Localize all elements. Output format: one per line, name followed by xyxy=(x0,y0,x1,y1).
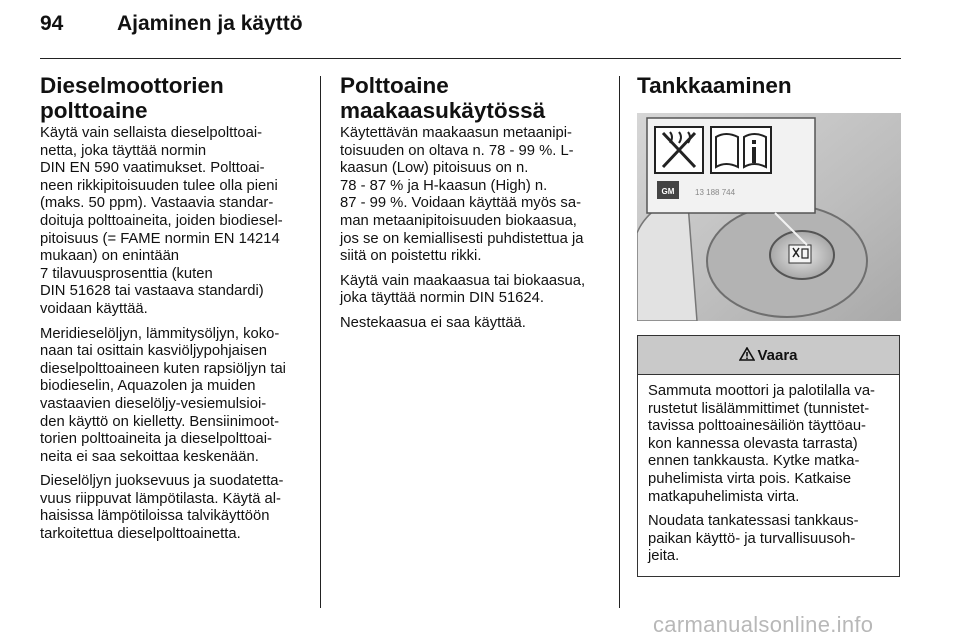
text-line: Käytä vain sellaista dieselpolttoai- xyxy=(40,125,263,141)
text-line: kaasun (Low) pitoisuus on n. xyxy=(340,160,529,177)
label-brand: GM xyxy=(661,187,675,196)
watermark: carmanualsonline.info xyxy=(653,612,874,637)
text-line: tarkoitettua dieselpolttoainetta. xyxy=(40,526,241,543)
gas-section xyxy=(340,73,604,340)
diesel-heading xyxy=(40,73,304,123)
text-line: matkapuhelimista virta. xyxy=(648,488,800,505)
text-line: paikan käyttö- ja turvallisuusoh- xyxy=(648,530,856,547)
danger-warning-box xyxy=(637,335,900,577)
text-line: jos se on kemiallisesti puhdistettua ja xyxy=(340,230,584,247)
text-line: mukaan) on enintään xyxy=(40,248,180,265)
diesel-section xyxy=(40,73,304,551)
text-line: 78 - 87 % ja H-kaasun (High) n. xyxy=(340,177,548,194)
text-line: Meridieselöljyn, lämmitysöljyn, koko- xyxy=(40,325,280,342)
page-header-title: Ajaminen ja käyttö xyxy=(117,12,303,35)
label-code: 13 188 744 xyxy=(695,188,736,197)
warning-paragraph xyxy=(648,513,891,566)
text-line: vuus riippuvat lämpötilasta. Käytä al- xyxy=(40,490,281,507)
text-line: neen rikkipitoisuuden tulee olla pieni xyxy=(40,177,278,194)
diesel-paragraph xyxy=(40,473,304,543)
header-divider xyxy=(40,58,901,59)
text-line: Noudata tankatessasi tankkaus- xyxy=(648,513,859,530)
text-line: vastaavien dieselöljy-vesiemulsioi- xyxy=(40,395,267,412)
text-line: tavissa polttoainesäiliön täyttöau- xyxy=(648,418,866,435)
text-line: dieselpolttoaineen kuten rapsiöljyn tai xyxy=(40,360,286,377)
text-line: neita ei saa sekoittaa keskenään. xyxy=(40,448,259,465)
text-line: doituja polttoaineita, joiden biodiesel- xyxy=(40,212,283,229)
warning-paragraph xyxy=(648,383,891,506)
text-line: rustetut lisälämmittimet (tunnistet- xyxy=(648,400,870,417)
gas-heading-line1: Polttoaine xyxy=(340,73,449,98)
text-line: pitoisuus (= FAME normin EN 14214 xyxy=(40,230,280,247)
warning-title: Vaara xyxy=(757,346,798,364)
page-number: 94 xyxy=(40,12,64,35)
text-line: biodieselin, Aquazolen ja muiden xyxy=(40,378,256,395)
text-line: joka täyttää normin DIN 51624. xyxy=(340,290,544,307)
fuel-filler-photo xyxy=(637,113,901,321)
text-line: puhelimista virta pois. Katkaise xyxy=(648,470,852,487)
text-line: Käytä vain maakaasua tai biokaasua, xyxy=(340,272,586,289)
refuel-heading: Tankkaaminen xyxy=(637,73,792,98)
column-divider-right xyxy=(619,76,620,608)
gas-paragraph xyxy=(340,125,604,266)
text-line: torien polttoaineita ja dieselpolttoai- xyxy=(40,431,272,448)
text-line: 7 tilavuusprosenttia (kuten xyxy=(40,265,213,282)
text-line: siitä on poistettu rikki. xyxy=(340,248,482,265)
text-line: Sammuta moottori ja palotilalla va- xyxy=(648,383,875,399)
text-line: jeita. xyxy=(648,548,680,565)
text-line: Käytettävän maakaasun metaanipi- xyxy=(340,125,572,141)
gas-paragraph xyxy=(340,315,604,333)
text-line: DIN EN 590 vaatimukset. Polttoai- xyxy=(40,160,265,177)
text-line: haisissa lämpötiloissa talvikäyttöön xyxy=(40,508,270,525)
text-line: den käyttö on kielletty. Bensiinimoot- xyxy=(40,413,280,430)
text-line: netta, joka täyttää normin xyxy=(40,142,207,159)
text-line: 87 - 99 %. Voidaan käyttää myös sa- xyxy=(340,195,581,212)
text-line: naan tai osittain kasviöljypohjaisen xyxy=(40,343,268,360)
diesel-heading-line2: polttoaine xyxy=(40,98,148,123)
diesel-heading-line1: Dieselmoottorien xyxy=(40,73,224,98)
text-line: toisuuden on oltava n. 78 - 99 %. L- xyxy=(340,142,574,159)
text-line: ennen tankkausta. Kytke matka- xyxy=(648,453,860,470)
text-line: Nestekaasua ei saa käyttää. xyxy=(340,314,526,331)
refuel-section xyxy=(637,73,902,100)
text-line: (maks. 50 ppm). Vastaavia standar- xyxy=(40,195,274,212)
diesel-paragraph xyxy=(40,326,304,467)
text-line: Dieselöljyn juoksevuus ja suodatetta- xyxy=(40,473,284,490)
warning-triangle-icon xyxy=(739,347,757,364)
text-line: man metaanipitoisuuden biokaasua, xyxy=(340,212,577,229)
gas-paragraph xyxy=(340,273,604,308)
text-line: DIN 51628 tai vastaava standardi) xyxy=(40,283,264,300)
gas-heading-line2: maakaasukäytössä xyxy=(340,98,546,123)
column-divider-left xyxy=(320,76,321,608)
warning-header xyxy=(638,336,899,375)
gas-heading xyxy=(340,73,604,123)
diesel-paragraph xyxy=(40,125,304,319)
text-line: voidaan käyttää. xyxy=(40,300,148,317)
text-line: kon kannessa olevasta tarrasta) xyxy=(648,435,858,452)
